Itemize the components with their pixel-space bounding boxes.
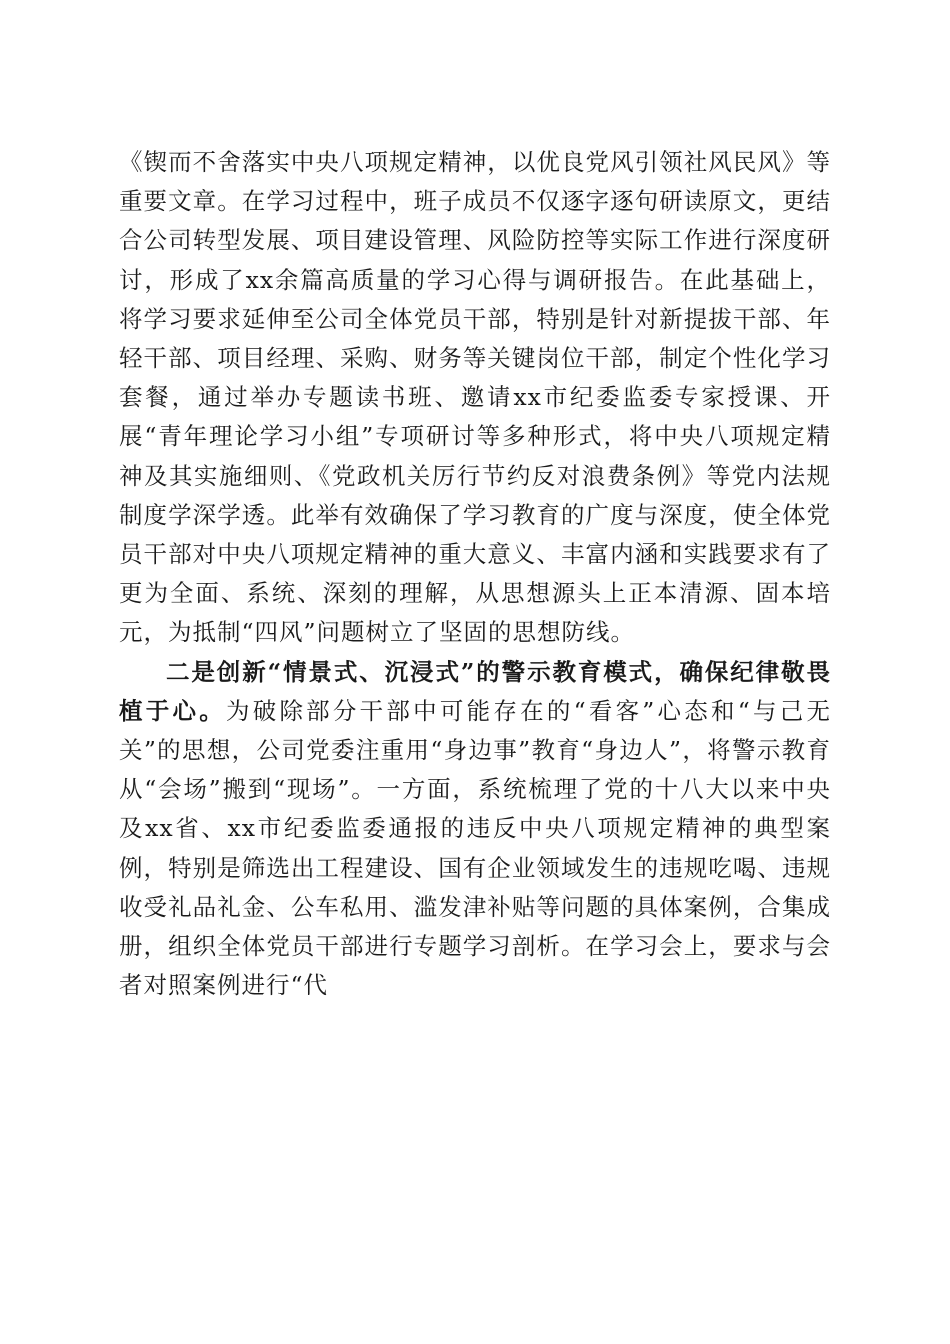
paragraph-point-two [119, 653, 831, 1006]
paragraph-text: 《锲而不舍落实中央八项规定精神，以优良党风引领社风民风》等重要文章。在学习过程中，班子成员不仅逐字逐句研读原文，更结合公司转型发展、项目建设管理、风险防控等实际工作进行深度研讨，形成了xx余篇高质量的学习心得与调研报告。在此基础上，将学习要求延伸至公司全体党员干部，特别是针对新提拔干部、年轻干部、项目经理、采购、财务等关键岗位干部，制定个性化学习套餐，通过举办专题读书班、邀请xx市纪委监委专家授课、开展“青年理论学习小组”专项研讨等多种形式，将中央八项规定精神及其实施细则、《党政机关厉行节约反对浪费条例》等党内法规制度学深学透。此举有效确保了学习教育的广度与深度，使全体党员干部对中央八项规定精神的重大意义、丰富内涵和实践要求有了更为全面、系统、深刻的理解，从思想源头上正本清源、固本培元，为抵制“四风”问题树立了坚固的思想防线。 [119, 148, 831, 647]
paragraph-lead-heading: 二是创新“情景式、沉浸式”的警示教育模式，确保纪律敬畏植于心。 [119, 657, 831, 725]
paragraph-text: 为破除部分干部中可能存在的“看客”心态和“与己无关”的思想，公司党委注重用“身边事”教育“身边人”，将警示教育从“会场”搬到“现场”。一方面，系统梳理了党的十八大以来中央及xx省、xx市纪委监委通报的违反中央八项规定精神的典型案例，特别是筛选出工程建设、国有企业领域发生的违规吃喝、违规收受礼品礼金、公车私用、滥发津补贴等问题的具体案例，合集成册，组织全体党员干部进行专题学习剖析。在学习会上，要求与会者对照案例进行“代 [119, 696, 832, 1000]
document-body [119, 143, 831, 1005]
paragraph-continuation [119, 143, 831, 653]
